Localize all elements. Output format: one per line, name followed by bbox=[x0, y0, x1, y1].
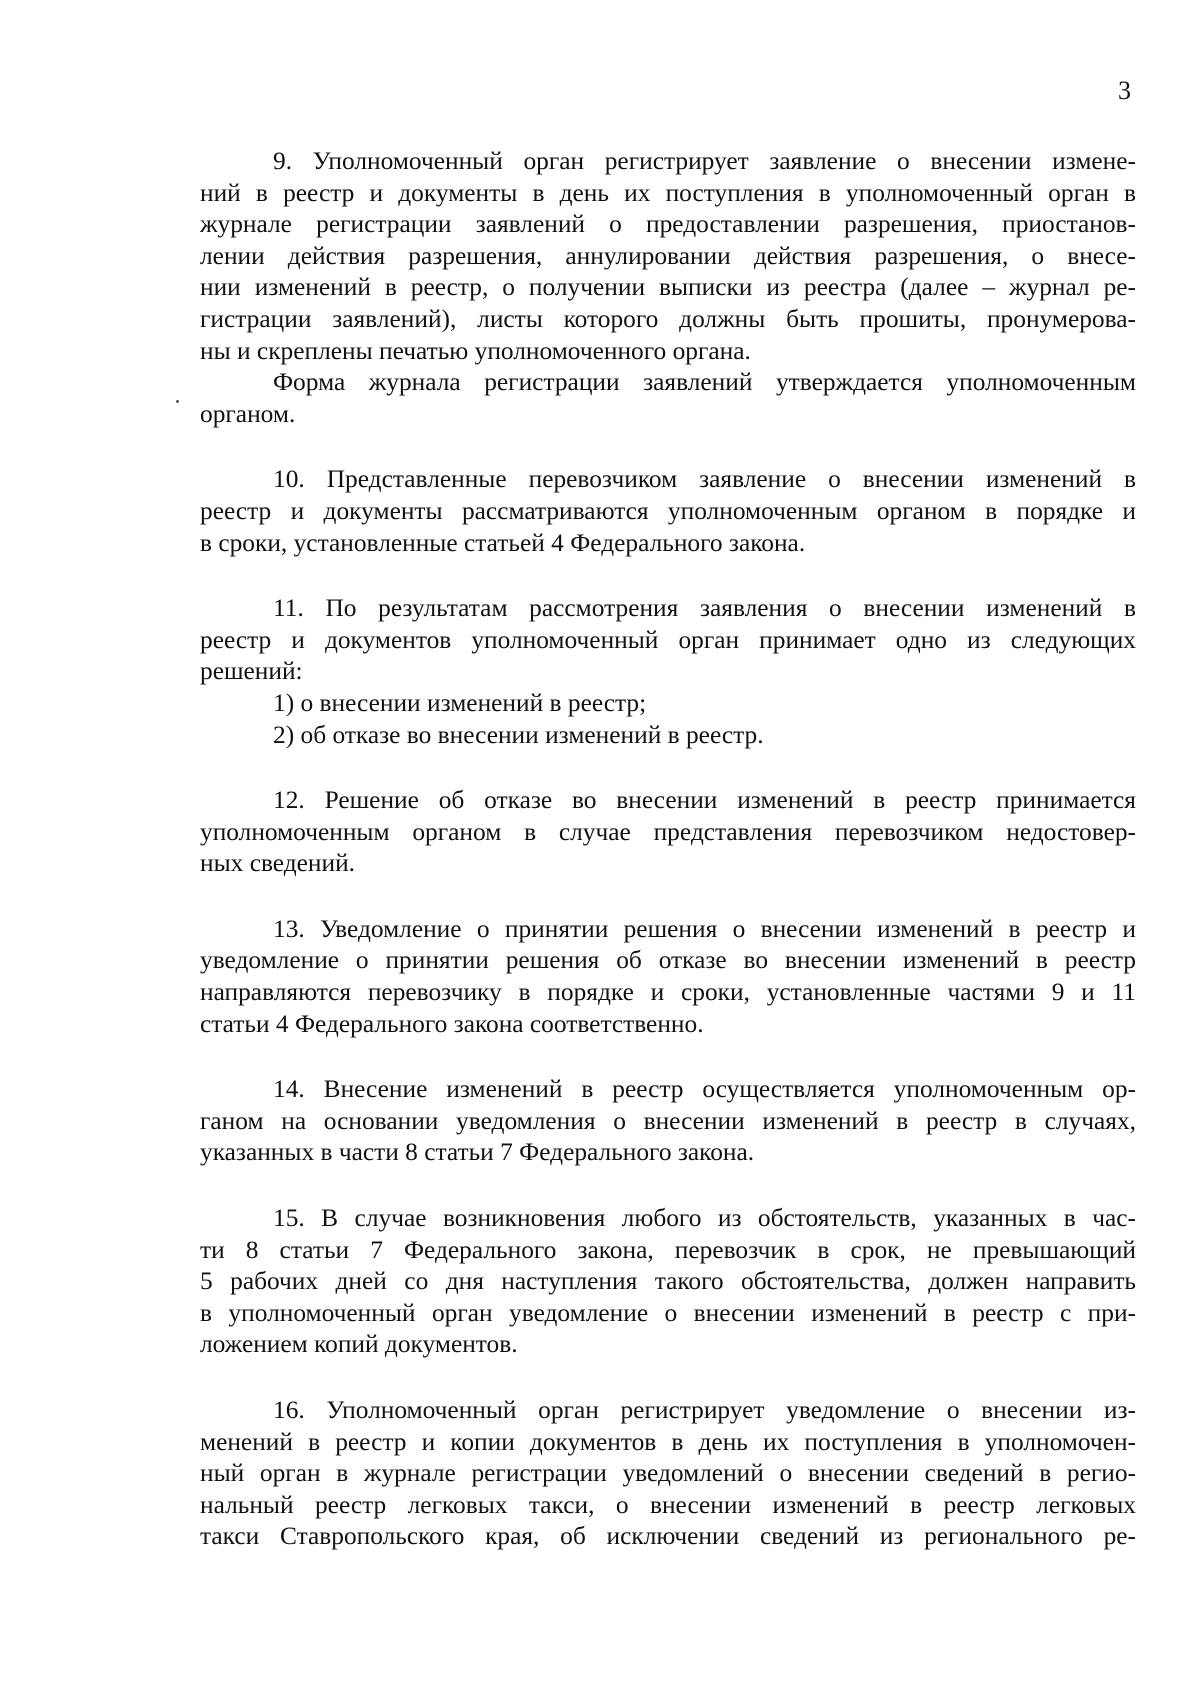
text-line: статьи 4 Федерального закона соответственно. bbox=[200, 1009, 704, 1038]
text-line: ти 8 статьи 7 Федерального закона, перевозчик в срок, не превышающий bbox=[200, 1235, 1136, 1264]
text-line: 12. Решение об отказе во внесении изменений в реестр принимается bbox=[273, 786, 1136, 815]
text-line: в уполномоченный орган уведомление о внесении изменений в реестр с при- bbox=[200, 1298, 1136, 1327]
text-line: 13. Уведомление о принятии решения о внесении изменений в реестр и bbox=[273, 914, 1136, 943]
page-number: 3 bbox=[1118, 76, 1131, 105]
paragraph-p13 bbox=[200, 914, 1136, 1040]
paragraph-p14 bbox=[200, 1074, 1136, 1169]
text-line: 14. Внесение изменений в реестр осуществляется уполномоченным ор- bbox=[273, 1075, 1136, 1104]
text-line: нии изменений в реестр, о получении выписки из реестра (далее – журнал ре- bbox=[200, 273, 1136, 302]
text-line: лении действия разрешения, аннулировании действия разрешения, о внесе- bbox=[200, 241, 1136, 270]
text-line: реестр и документы рассматриваются уполномоченным органом в порядке и bbox=[200, 496, 1136, 525]
text-line: ных сведений. bbox=[200, 849, 356, 878]
text-line: такси Ставропольского края, об исключении сведений из регионального ре- bbox=[200, 1522, 1136, 1551]
text-line: 9. Уполномоченный орган регистрирует заявление о внесении измене- bbox=[273, 147, 1136, 175]
text-line: 15. В случае возникновения любого из обстоятельств, указанных в час- bbox=[273, 1204, 1136, 1233]
paragraph-p9b bbox=[200, 367, 1136, 430]
text-line: 1) о внесении изменений в реестр; bbox=[273, 688, 647, 717]
text-line: в сроки, установленные статьей 4 Федерального закона. bbox=[200, 528, 806, 557]
text-line: менений в реестр и копии документов в день их поступления в уполномочен- bbox=[200, 1427, 1136, 1456]
scan-speck bbox=[176, 400, 179, 403]
text-line: реестр и документов уполномоченный орган принимает одно из следующих bbox=[200, 625, 1136, 654]
text-line: 5 рабочих дней со дня наступления такого обстоятельства, должен направить bbox=[200, 1267, 1136, 1296]
text-line: 11. По результатам рассмотрения заявления о внесении изменений в bbox=[273, 594, 1136, 623]
text-line: указанных в части 8 статьи 7 Федерального закона. bbox=[200, 1138, 755, 1167]
paragraph-p16 bbox=[200, 1395, 1136, 1553]
paragraph-p15 bbox=[200, 1203, 1136, 1361]
paragraph-p11b bbox=[200, 720, 1136, 752]
text-line: 2) об отказе во внесении изменений в реестр. bbox=[273, 720, 764, 749]
text-line: уведомление о принятии решения об отказе во внесении изменений в реестр bbox=[200, 946, 1136, 975]
text-line: ложением копий документов. bbox=[200, 1330, 518, 1359]
text-line: ганом на основании уведомления о внесении изменений в реестр в случаях, bbox=[200, 1106, 1136, 1135]
text-line: Форма журнала регистрации заявлений утверждается уполномоченным bbox=[273, 368, 1136, 397]
text-line: ны и скреплены печатью уполномоченного органа. bbox=[200, 336, 751, 365]
document-body bbox=[200, 146, 1136, 1553]
paragraph-p12 bbox=[200, 785, 1136, 880]
paragraph-p11a bbox=[200, 688, 1136, 720]
text-line: ный орган в журнале регистрации уведомлений о внесении сведений в регио- bbox=[200, 1459, 1136, 1488]
paragraph-p9 bbox=[200, 146, 1136, 367]
text-line: уполномоченным органом в случае представления перевозчиком недостовер- bbox=[200, 817, 1136, 846]
text-line: гистрации заявлений), листы которого должны быть прошиты, пронумерова- bbox=[200, 304, 1136, 333]
text-line: 10. Представленные перевозчиком заявление о внесении изменений в bbox=[273, 465, 1136, 494]
text-line: органом. bbox=[200, 399, 296, 428]
text-line: журнале регистрации заявлений о предоставлении разрешения, приостанов- bbox=[200, 210, 1136, 239]
text-line: 16. Уполномоченный орган регистрирует уведомление о внесении из- bbox=[273, 1396, 1136, 1424]
text-line: нальный реестр легковых такси, о внесении изменений в реестр легковых bbox=[200, 1490, 1136, 1519]
paragraph-p11 bbox=[200, 593, 1136, 688]
paragraph-p10 bbox=[200, 464, 1136, 559]
text-line: направляются перевозчику в порядке и сроки, установленные частями 9 и 11 bbox=[200, 978, 1136, 1007]
text-line: ний в реестр и документы в день их поступления в уполномоченный орган в bbox=[200, 178, 1136, 207]
text-line: решений: bbox=[200, 657, 303, 686]
